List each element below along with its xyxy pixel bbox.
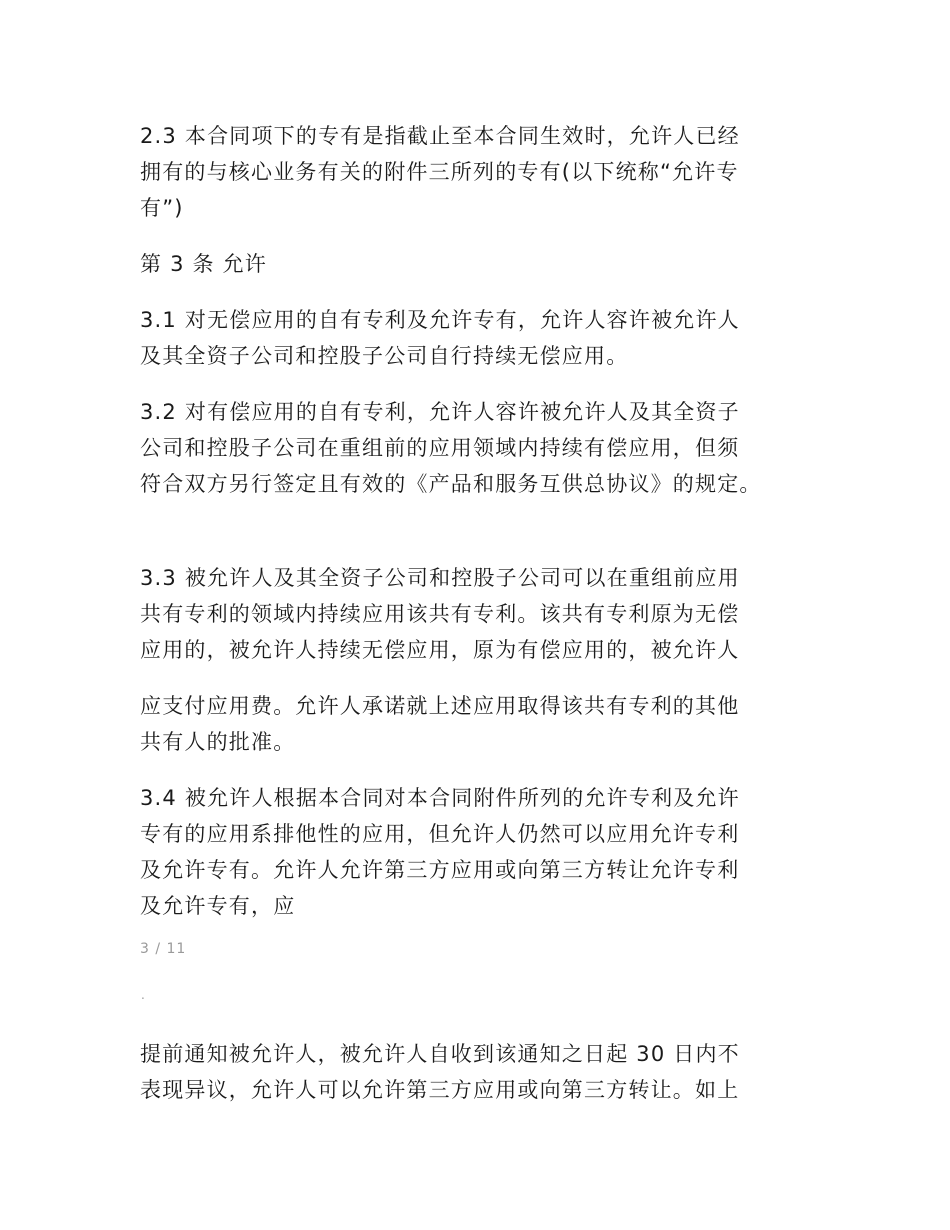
text-line: 应支付应用费。允许人承诺就上述应用取得该共有专利的其他 xyxy=(140,694,740,718)
paragraph-3-1 xyxy=(140,302,820,374)
text-line: 及允许专有。允许人允许第三方应用或向第三方转让允许专利 xyxy=(140,858,740,882)
text-line: 共有专利的领域内持续应用该共有专利。该共有专利原为无偿 xyxy=(140,602,740,626)
text-line: 有”) xyxy=(140,196,184,220)
paragraph-3-2 xyxy=(140,394,820,502)
text-line: 拥有的与核心业务有关的附件三所列的专有(以下统称“允许专 xyxy=(140,160,739,184)
text-line: 及允许专有，应 xyxy=(140,894,296,918)
paragraph-2-3 xyxy=(140,118,820,226)
text-line: 3.2 对有偿应用的自有专利，允许人容许被允许人及其全资子 xyxy=(140,400,740,424)
paragraph-3-4 xyxy=(140,780,820,924)
text-line: 公司和控股子公司在重组前的应用领域内持续有偿应用，但须 xyxy=(140,436,740,460)
text-line: 应用的，被允许人持续无偿应用，原为有偿应用的，被允许人 xyxy=(140,638,740,662)
article-3-heading xyxy=(140,246,820,282)
next-page-paragraph xyxy=(140,1036,820,1108)
separator-mark: . xyxy=(141,988,145,1002)
text-line: 3.4 被允许人根据本合同对本合同附件所列的允许专利及允许 xyxy=(140,786,740,810)
page-number: 3 / 11 xyxy=(140,941,187,957)
paragraph-3-3 xyxy=(140,560,820,668)
text-line: 及其全资子公司和控股子公司自行持续无偿应用。 xyxy=(140,344,629,368)
text-line: 表现异议，允许人可以允许第三方应用或向第三方转让。如上 xyxy=(140,1078,740,1102)
text-line: 2.3 本合同项下的专有是指截止至本合同生效时，允许人已经 xyxy=(140,124,740,148)
text-line: 3.3 被允许人及其全资子公司和控股子公司可以在重组前应用 xyxy=(140,566,740,590)
text-line: 第 3 条 允许 xyxy=(140,252,267,276)
text-line: 专有的应用系排他性的应用，但允许人仍然可以应用允许专利 xyxy=(140,822,740,846)
paragraph-3-3-continued xyxy=(140,688,820,760)
text-line: 符合双方另行签定且有效的《产品和服务互供总协议》的规定。 xyxy=(140,472,762,496)
text-line: 提前通知被允许人，被允许人自收到该通知之日起 30 日内不 xyxy=(140,1042,740,1066)
text-line: 共有人的批准。 xyxy=(140,730,296,754)
text-line: 3.1 对无偿应用的自有专利及允许专有，允许人容许被允许人 xyxy=(140,308,740,332)
